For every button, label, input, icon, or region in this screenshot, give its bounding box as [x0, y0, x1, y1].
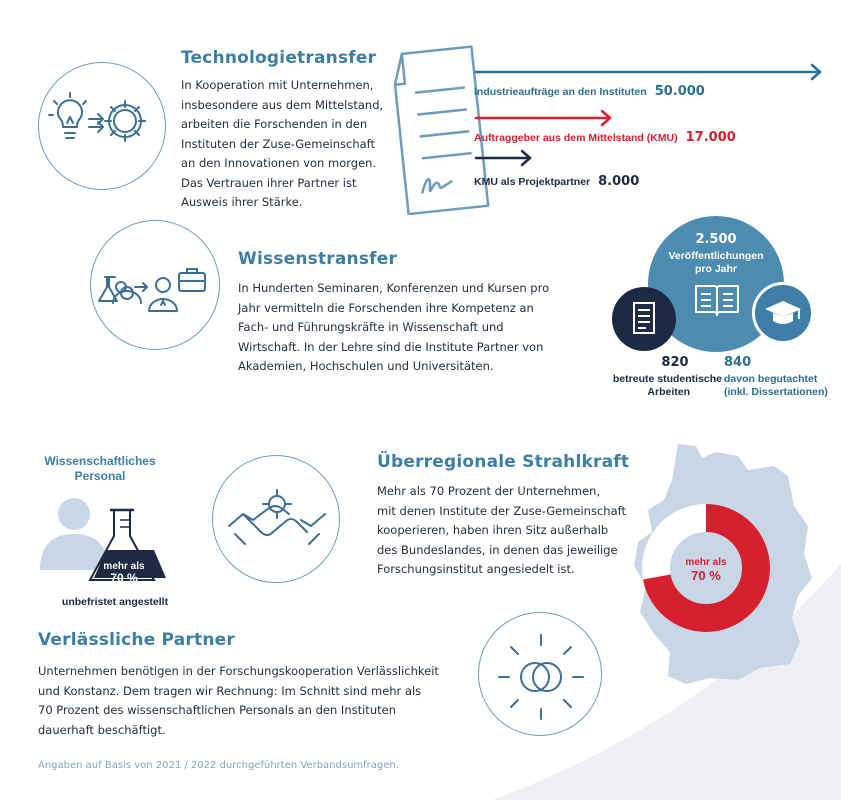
person-head — [58, 498, 90, 530]
text-line: Instituten der Zuse-Gemeinschaft — [181, 136, 376, 151]
peer-reviewed-bubble — [752, 282, 814, 344]
text-line: des Bundeslandes, in denen das jeweilige — [377, 542, 618, 557]
lab-presentation-icon — [91, 221, 221, 351]
student-works-label-2: Arbeiten — [647, 386, 690, 398]
publications-count: 2.500 — [695, 232, 737, 247]
text-line: Jahr vermitteln die Forschenden ihre Kompetenz an — [238, 300, 534, 315]
stat-label: Industrieaufträge an den Instituten — [474, 86, 647, 98]
technology-transfer-text — [181, 76, 411, 213]
text-line: Unternehmen benötigen in der Forschungskooperation Verlässlichkeit — [38, 664, 439, 678]
graduation-cap-icon — [755, 285, 811, 341]
student-works-count: 820 — [661, 355, 689, 370]
text-line: Mehr als 70 Prozent der Unternehmen, — [377, 484, 601, 498]
outreach-title: Überregionale Strahlkraft — [377, 452, 630, 472]
knowledge-transfer-icon-circle — [90, 220, 220, 350]
student-works-bubble — [612, 287, 676, 351]
publications-label-2: pro Jahr — [694, 263, 737, 275]
industry-orders-stat — [474, 84, 705, 99]
scientific-staff-title-1: Wissenschaftliches — [44, 454, 156, 468]
document-list-icon — [612, 287, 676, 351]
text-line: Akademien, Hochschulen und Universitäten. — [238, 359, 494, 373]
staff-caption: unbefristet angestellt — [61, 596, 169, 608]
lightbulb-gear-icon — [39, 63, 167, 191]
text-line: insbesondere aus dem Mittelstand, — [181, 97, 384, 112]
open-book-icon — [692, 280, 742, 320]
handshake-gear-icon — [213, 456, 341, 584]
peer-reviewed-label-1: davon begutachtet — [724, 373, 818, 385]
technology-transfer-title: Technologietransfer — [181, 48, 377, 68]
flask-share-line-1: mehr als — [103, 561, 145, 572]
donut-label-1: mehr als — [685, 557, 727, 568]
sme-partners-stat — [474, 174, 639, 189]
donut-label-2: 70 % — [691, 568, 721, 583]
text-line: Ausweis ihrer Stärke. — [181, 195, 303, 209]
knowledge-transfer-text — [238, 279, 578, 377]
text-line: Wirtschaft. In der Lehre sind die Institute Partner von — [238, 339, 544, 354]
text-line: Forschungsinstitut angesiedelt ist. — [377, 562, 575, 576]
publications-label-1: Veröffentlichungen — [668, 250, 764, 262]
text-line: mit denen Institute der Zuse-Gemeinschaft — [377, 503, 626, 518]
text-line: Das Vertrauen ihrer Partner ist — [181, 175, 357, 190]
reliable-partner-text — [38, 662, 468, 740]
reliable-partner-title: Verlässliche Partner — [38, 630, 235, 650]
stat-label: Auftraggeber aus dem Mittelstand (KMU) — [474, 132, 678, 144]
text-line: In Hunderten Seminaren, Konferenzen und Kursen pro — [238, 281, 550, 295]
text-line: und Konstanz. Dem tragen wir Rechnung: Im Schnitt sind mehr als — [38, 683, 422, 698]
text-line: Fach- und Führungskräfte in Wissenschaft und — [238, 320, 504, 334]
sme-clients-stat — [474, 130, 736, 145]
text-line: In Kooperation mit Unternehmen, — [181, 78, 374, 92]
student-works-label-1: betreute studentische — [612, 373, 722, 385]
knowledge-transfer-title: Wissenstransfer — [238, 249, 398, 269]
stat-value: 8.000 — [598, 174, 640, 189]
text-line: dauerhaft beschäftigt. — [38, 722, 166, 737]
text-line: an den Innovationen von morgen. — [181, 156, 377, 170]
stat-value: 17.000 — [685, 130, 736, 145]
peer-reviewed-label-2: (inkl. Dissertationen) — [724, 386, 828, 398]
stat-label: KMU als Projektpartner — [474, 176, 591, 188]
text-line: arbeiten die Forschenden in den — [181, 117, 368, 131]
outreach-text — [377, 482, 647, 580]
reliability-icon-circle — [478, 612, 602, 736]
text-line: 70 Prozent des wissenschaftlichen Personals an den Instituten — [38, 703, 396, 717]
peer-reviewed-count: 840 — [724, 355, 752, 370]
handshake-icon-circle — [212, 455, 340, 583]
footnote: Angaben auf Basis von 2021 / 2022 durchgeführten Verbandsumfragen. — [38, 760, 399, 771]
text-line: kooperieren, haben ihren Sitz außerhalb — [377, 523, 609, 537]
flask-share-line-2: 70 % — [110, 571, 138, 585]
reliability-sun-icon — [479, 613, 603, 737]
stat-value: 50.000 — [654, 84, 705, 99]
technology-transfer-icon-circle — [38, 62, 166, 190]
scientific-staff-title-2: Personal — [74, 469, 126, 483]
stat-arrows — [470, 60, 830, 190]
